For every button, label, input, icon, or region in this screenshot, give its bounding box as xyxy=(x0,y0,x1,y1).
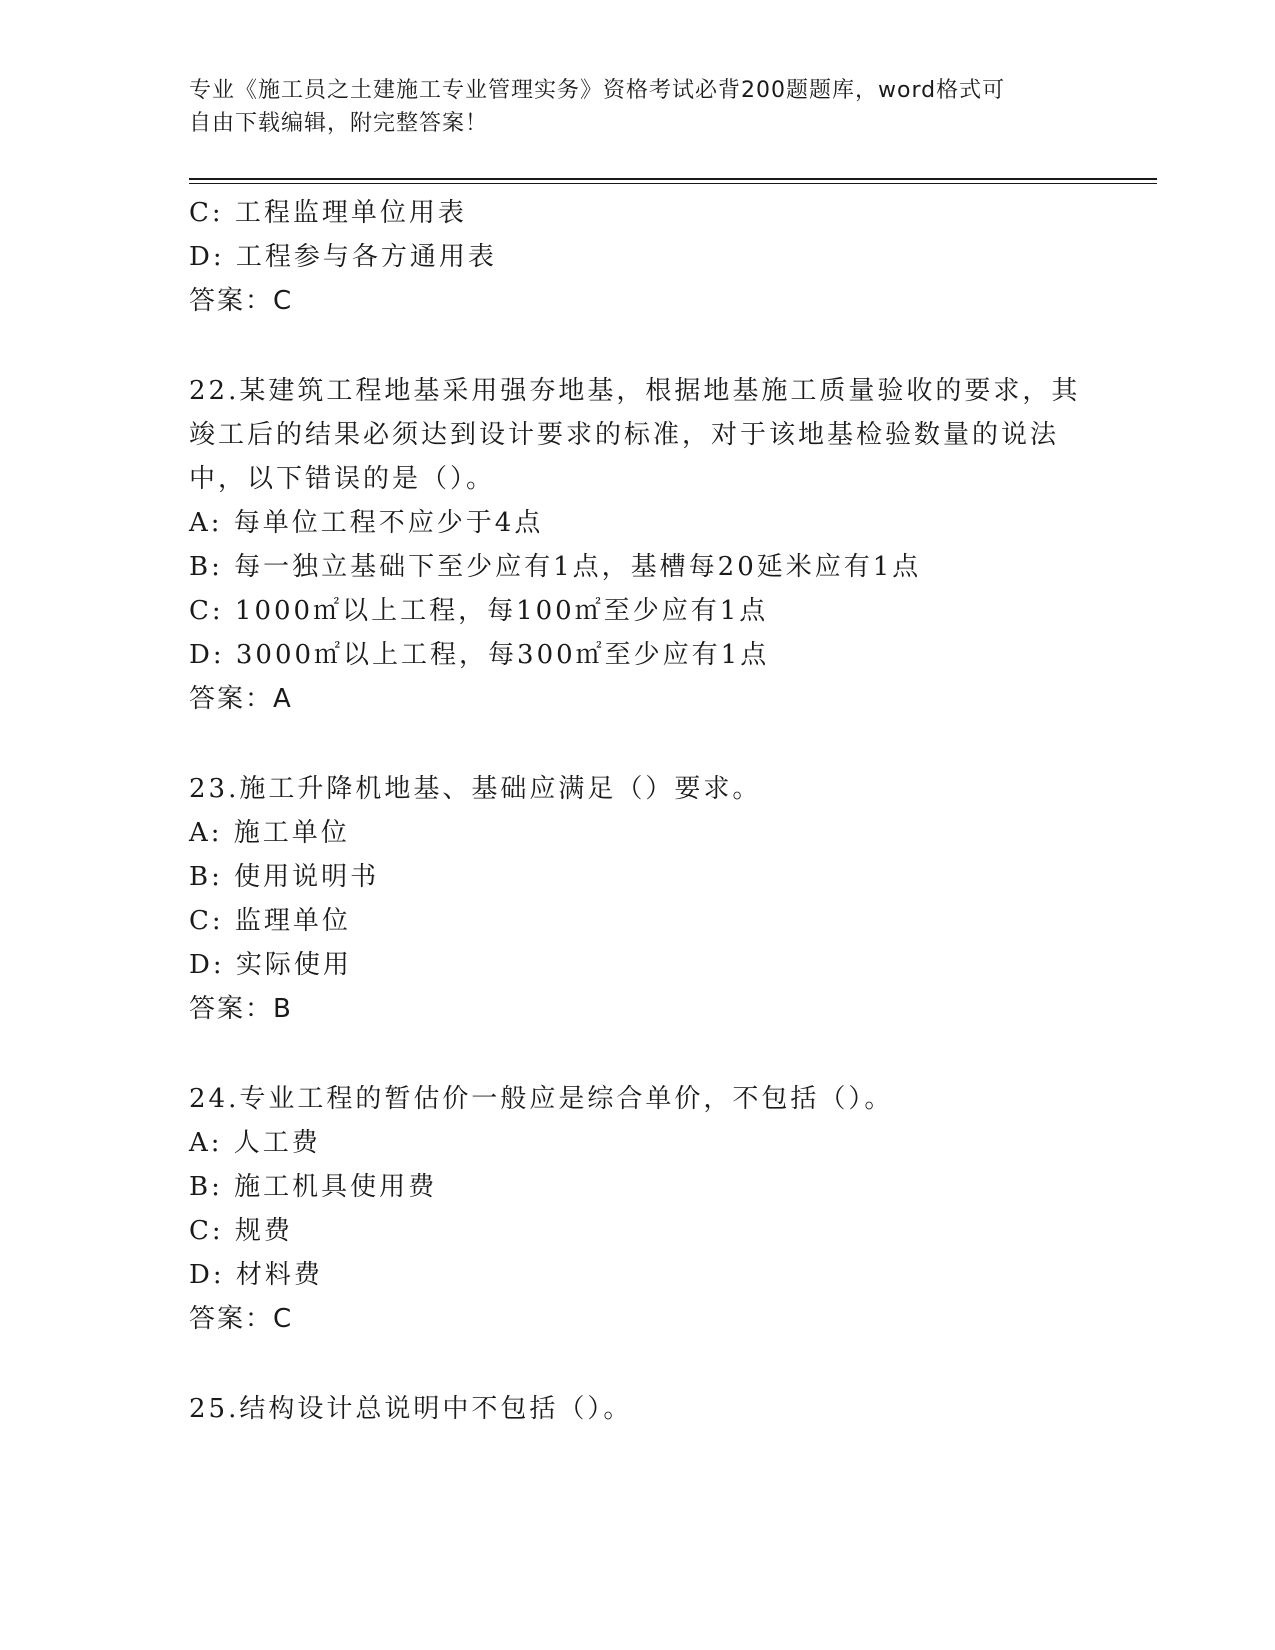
header-line-1: 专业《施工员之土建施工专业管理实务》资格考试必背200题题库，word格式可 xyxy=(189,78,1006,103)
question-line: 24.专业工程的暂估价一般应是综合单价，不包括（）。 xyxy=(189,1084,894,1114)
option-line: A: 人工费 xyxy=(189,1128,321,1158)
option-line: B: 使用说明书 xyxy=(189,862,380,892)
option-line: C: 1000㎡以上工程，每100㎡至少应有1点 xyxy=(189,596,769,626)
header-line-2: 自由下载编辑，附完整答案！ xyxy=(189,111,489,136)
question-line: 22.某建筑工程地基采用强夯地基，根据地基施工质量验收的要求，其 xyxy=(189,376,1081,406)
option-line: D: 工程参与各方通用表 xyxy=(189,242,497,272)
option-line: D: 材料费 xyxy=(189,1260,323,1290)
option-line: D: 实际使用 xyxy=(189,950,352,980)
option-line: C: 规费 xyxy=(189,1216,293,1246)
question-line: 中，以下错误的是（）。 xyxy=(189,464,496,494)
answer-line: 答案：C xyxy=(189,1304,294,1334)
document-header xyxy=(189,74,1089,140)
option-line: B: 施工机具使用费 xyxy=(189,1172,438,1202)
option-line: C: 工程监理单位用表 xyxy=(189,198,467,228)
option-line: C: 监理单位 xyxy=(189,906,351,936)
question-line: 竣工后的结果必须达到设计要求的标准，对于该地基检验数量的说法 xyxy=(189,420,1060,450)
header-rule-thick xyxy=(189,178,1157,180)
option-line: B: 每一独立基础下至少应有1点，基槽每20延米应有1点 xyxy=(189,552,922,582)
question-line: 25.结构设计总说明中不包括（）。 xyxy=(189,1394,633,1424)
header-rule-thin xyxy=(189,183,1157,184)
option-line: D: 3000㎡以上工程，每300㎡至少应有1点 xyxy=(189,640,770,670)
option-line: A: 施工单位 xyxy=(189,818,350,848)
answer-line: 答案：A xyxy=(189,684,293,714)
question-line: 23.施工升降机地基、基础应满足（）要求。 xyxy=(189,774,762,804)
option-line: A: 每单位工程不应少于4点 xyxy=(189,508,544,538)
answer-line: 答案：C xyxy=(189,286,294,316)
answer-line: 答案：B xyxy=(189,994,293,1024)
